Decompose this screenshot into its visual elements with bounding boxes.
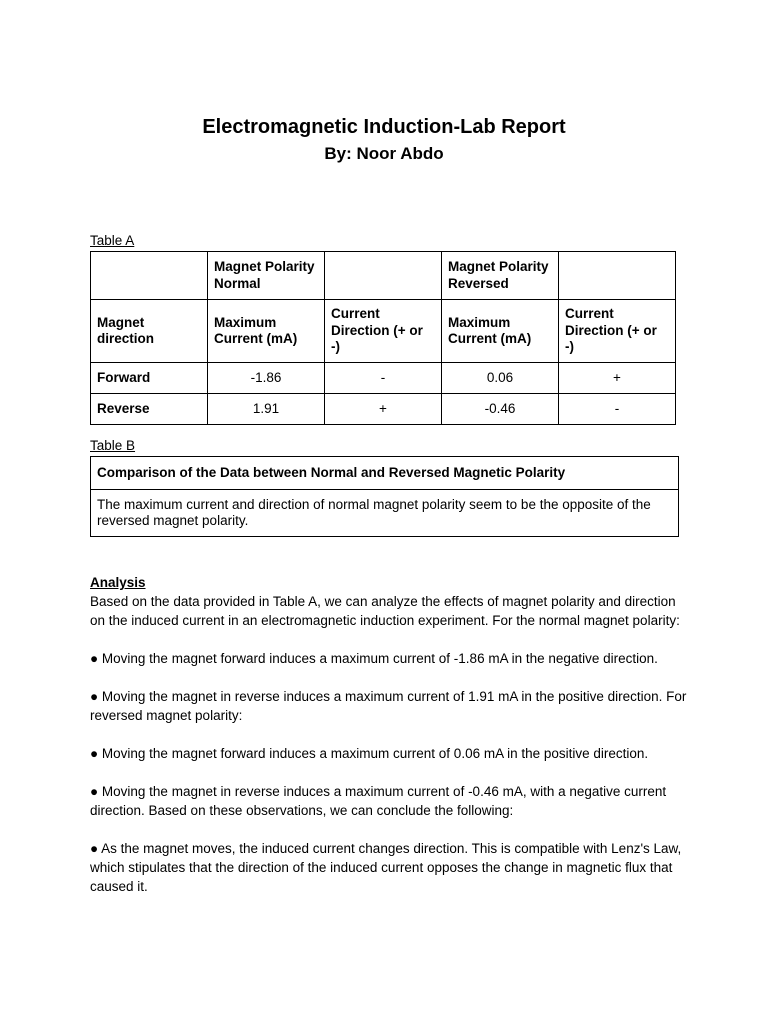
table-header-cell: Magnet Polarity Normal — [208, 252, 325, 300]
table-a-caption: Table A — [90, 233, 135, 248]
table-header-cell: Magnet direction — [91, 300, 208, 363]
table-header-cell: Comparison of the Data between Normal and Reversed Magnetic Polarity — [91, 457, 679, 490]
analysis-bullet: ● Moving the magnet forward induces a maximum current of 0.06 mA in the positive direction. — [90, 746, 649, 761]
table-b-caption: Table B — [90, 438, 136, 453]
table-cell: - — [559, 394, 676, 425]
table-cell: The maximum current and direction of normal magnet polarity seem to be the opposite of the reversed magnet polarity. — [91, 490, 679, 537]
table-row — [91, 252, 676, 300]
table-row — [91, 457, 679, 490]
table-header-cell: Current Direction (+ or -) — [559, 300, 676, 363]
table-cell: -1.86 — [208, 363, 325, 394]
row-label-cell: Reverse — [91, 394, 208, 425]
table-cell — [325, 252, 442, 300]
analysis-paragraph: Based on the data provided in Table A, we can analyze the effects of magnet polarity and direction on the induced current in an electromagnetic induction experiment. For the normal magnet polarity: — [90, 594, 680, 628]
table-cell — [91, 252, 208, 300]
table-row — [91, 394, 676, 425]
table-cell: - — [325, 363, 442, 394]
table-cell: -0.46 — [442, 394, 559, 425]
table-header-cell: Maximum Current (mA) — [442, 300, 559, 363]
document-author: By: Noor Abdo — [324, 144, 444, 163]
table-cell — [559, 252, 676, 300]
analysis-bullet: ● As the magnet moves, the induced current changes direction. This is compatible with Lenz's Law, which stipulates that the direction of the induced current opposes the change in magnetic flux that caused it. — [90, 841, 682, 894]
table-header-cell: Maximum Current (mA) — [208, 300, 325, 363]
table-header-cell: Magnet Polarity Reversed — [442, 252, 559, 300]
table-a — [90, 251, 676, 425]
table-row — [91, 300, 676, 363]
table-header-cell: Current Direction (+ or -) — [325, 300, 442, 363]
analysis-bullet: ● Moving the magnet forward induces a maximum current of -1.86 mA in the negative direction. — [90, 651, 658, 666]
table-b — [90, 456, 679, 537]
table-cell: + — [559, 363, 676, 394]
analysis-bullet: ● Moving the magnet in reverse induces a maximum current of -0.46 mA, with a negative current direction. Based on these observations, we can conclude the following: — [90, 784, 667, 818]
analysis-section — [90, 573, 690, 896]
document-title: Electromagnetic Induction-Lab Report — [202, 116, 566, 138]
row-label-cell: Forward — [91, 363, 208, 394]
table-cell: + — [325, 394, 442, 425]
table-row — [91, 363, 676, 394]
table-cell: 0.06 — [442, 363, 559, 394]
analysis-bullet: ● Moving the magnet in reverse induces a maximum current of 1.91 mA in the positive direction. For reversed magnet polarity: — [90, 689, 687, 723]
table-row — [91, 490, 679, 537]
table-cell: 1.91 — [208, 394, 325, 425]
analysis-heading: Analysis — [90, 575, 146, 590]
